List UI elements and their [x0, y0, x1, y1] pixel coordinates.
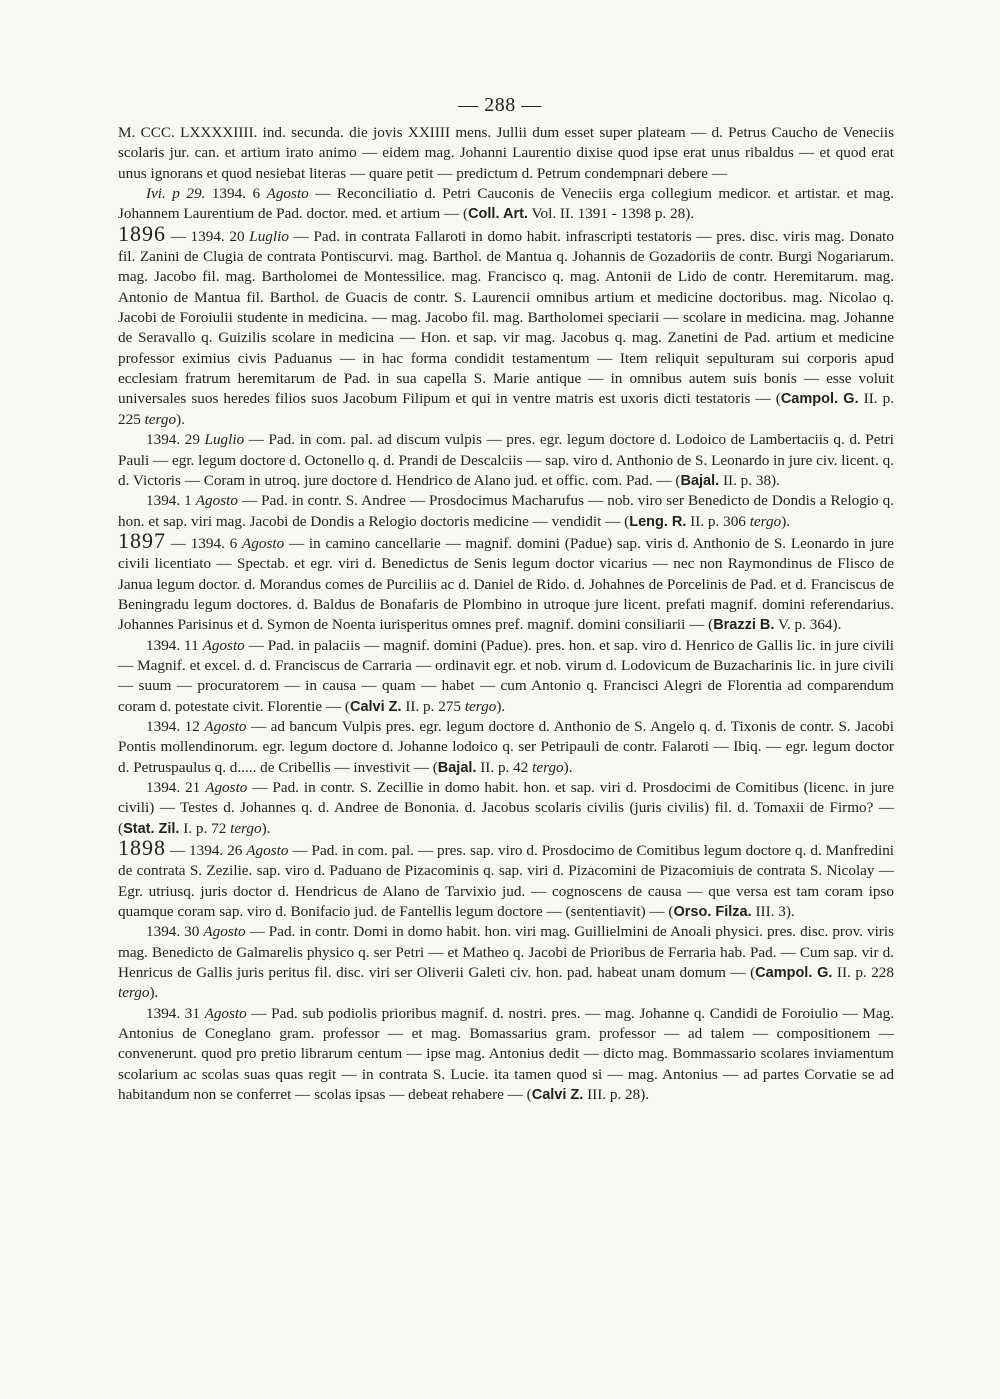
- italic-text: Agosto: [204, 717, 247, 735]
- paragraph-p7: [118, 636, 894, 717]
- text-run: ).: [496, 697, 506, 715]
- italic-text: Luglio: [204, 431, 245, 449]
- source-citation: Coll. Art.: [468, 206, 528, 223]
- text-run: — Pad. in contr. S. Zecillie in domo habit. hon. et sap. viri d. Prosdocimi de Comitibus (licenc. in jure civili) — Testes d. Johannes q. d. Andree de Bononia. d. Jacobus scolaris civilis (juris civilis) fil. d. Tomaxii de Firmo? — (: [118, 779, 894, 837]
- text-run: — in camino cancellarie — magnif. domini (Padue) sap. viris d. Anthonio de S. Leonardo in jure civili licentiato — Spectab. et egr. viri d. Benedictus de Senis legum doctor vicarius — nec non Raymondinus de Flisco de Janua legum doctor. d. Morandus comes de Purciliis ac d. Daniel de Rido. d. Johahnes de Porcelinis de Pad. et d. Franciscus de Beningradu legum doctores. d. Baldus de Bonafaris de Plombino in utroque jure licent. prefati magnif. domini referendarius. Johannes Parisinus et d. Symon de Noenta iurisperitus omnes pref. magnif. domini consiliarii — (: [118, 534, 894, 634]
- text-run: I. p. 72: [179, 819, 231, 837]
- page-number: — 288 —: [458, 94, 542, 116]
- paragraph-p5: [118, 491, 894, 532]
- text-run: — Pad. in com. pal. — pres. sap. viro d. Prosdocimo de Comitibus legum doctore q. d. Manfredini de contrata S. Zezilie. sap. viro d. Paduano de Pizacominis q. sap. viri d. Pizacomini de Pizacomiuis de contrata S. Nicolay — Egr. utriusq. juris doctor d. Hendricus de Alano de Tarvixio jud. — cognoscens de causa — que versa est tam coram ipso quamque coram sap. viro d. Bonifacio jud. de Fantellis legum doctore — (sententiavit) — (: [118, 842, 895, 921]
- source-citation: Campol. G.: [755, 965, 833, 982]
- italic-text: Luglio: [249, 227, 289, 245]
- italic-text: Agosto: [246, 842, 289, 860]
- text-run: — 1394. 6: [166, 534, 242, 552]
- text-run: 1394. 29: [146, 431, 205, 449]
- italic-text: Agosto: [203, 923, 246, 941]
- text-run: ).: [563, 758, 573, 776]
- italic-text: Agosto: [242, 534, 285, 552]
- paragraph-p8: [118, 717, 894, 778]
- paragraph-p1: [118, 123, 894, 184]
- source-citation: Calvi Z.: [349, 698, 402, 715]
- text-run: — Reconciliatio d. Petri Cauconis de Veneciis erga collegium medicor. et artistar. et mag. Johannem Laurentium de Pad. doctor. med. et artium — (: [118, 185, 895, 223]
- text-run: II. p. 42: [476, 758, 533, 776]
- text-run: 1394. 21: [146, 779, 206, 796]
- paragraph-p9: [118, 778, 894, 839]
- text-run: — Pad. in com. pal. ad discum vulpis — pres. egr. legum doctore d. Lodoico de Lambertaciis q. d. Petri Pauli — egr. legum doctore d. Octonello q. d. Prandi de Descalciis — sap. viro d. Anthonio de S. Leonardo in jure civ. licent. q. d. Victoris — Coram in utroq. jure doctore d. Hendrico de Alano jud. et offic. com. Pad. — (: [118, 431, 894, 489]
- italic-text: Agosto: [266, 185, 309, 203]
- text-run: III. 3).: [751, 903, 795, 921]
- text-run: ).: [261, 819, 271, 837]
- italic-text: Agosto: [205, 779, 248, 796]
- source-citation: Bajal.: [437, 759, 477, 776]
- italic-text: tergo: [749, 512, 782, 530]
- text-run: 1394. 6: [205, 185, 267, 203]
- text-run: 1394. 1: [146, 492, 196, 510]
- text-run: — 1394. 20: [166, 227, 250, 245]
- text-run: — 1394. 26: [166, 842, 247, 860]
- text-run: 1394. 11: [146, 636, 203, 654]
- text-run: II. p. 275: [401, 697, 465, 715]
- document-body: [118, 123, 894, 1106]
- text-run: ).: [149, 984, 159, 1002]
- text-run: ).: [781, 512, 791, 530]
- text-run: III. p. 28).: [583, 1086, 650, 1104]
- text-run: ).: [176, 410, 185, 428]
- paragraph-p10: [118, 835, 895, 922]
- paragraph-p3: [118, 220, 895, 430]
- paragraph-p4: [118, 430, 894, 491]
- italic-text: tergo: [144, 410, 177, 428]
- italic-text: tergo: [464, 697, 497, 715]
- text-run: II. p. 38).: [719, 471, 780, 489]
- italic-text: tergo: [230, 819, 262, 837]
- source-citation: Orso. Filza.: [673, 904, 752, 921]
- text-run: — Pad. sub podiolis prioribus magnif. d. nostri. pres. — mag. Johanne q. Candidi de Foroiulio — Mag. Antonius de Coneglano gram. professor — et mag. Bomassarius gram. professor — ad talem — compositionem — convenerunt. quod pro pretio librarum centum — ipse mag. Antonius dedit — dicto mag. Bommassario scolares inviamentum scolarium ac scolas suas quas regit — in contrata S. Lucie. ita tamen quod si — mag. Antonius — ad partes Corvatie se ad habitandum non se conferret — scolas ipsas — debeat rehabere — (: [118, 1004, 895, 1104]
- text-run: — Pad. in palaciis — magnif. domini (Padue). pres. hon. et sap. viro d. Henrico de Gallis lic. in jure civili — Magnif. et excel. d. d. Franciscus de Carraria — ordinavit egr. et nob. virum d. Lodovicum de Buzacharinis lic. in jure civili — suum — procuratorem — in causa — quam — habet — cum Antonio q. Francisci Alegri de Florentia ad comparendum coram d. potestate civit. Florentie — (: [118, 636, 894, 715]
- source-citation: Bajal.: [680, 472, 720, 489]
- paragraph-p2: [118, 184, 894, 225]
- source-citation: Leng. R.: [629, 513, 687, 530]
- text-run: — Pad. in contr. S. Andree — Prosdocimus Macharufus — nob. viro ser Benedicto de Dondis a Relogio q. hon. et sap. viri mag. Jacobi de Dondis a Relogio doctoris medicine — vendidit — (: [118, 492, 894, 530]
- paragraph-p12: [118, 1004, 894, 1106]
- text-run: 1394. 12: [146, 717, 205, 735]
- paragraph-p11: [118, 922, 894, 1003]
- text-run: — Pad. in contr. Domi in domo habit. hon. viri mag. Guillielmini de Anoali physici. pres. disc. prov. viris mag. Benedicto de Galmarelis physico q. ser Petri — et Matheo q. Jacobi de Prioribus de Ferraria hab. Pad. — Cum sap. vir d. Henricus de Gallis juris peritus fil. disc. viri ser Oliverii Galeti civ. hon. pad. habeat unam domum — (: [118, 923, 894, 982]
- source-citation: Brazzi B.: [713, 617, 775, 634]
- text-run: 1394. 31: [146, 1004, 205, 1022]
- paragraph-p6: [118, 527, 894, 636]
- text-run: M. CCC. LXXXXIIII. ind. secunda. die jovis XXIIII mens. Jullii dum esset super plateam — d. Petrus Caucho de Veneciis scolaris jur. can. et artium irato animo — eidem mag. Johanni Laurentio dixise quod ipse erat unus ribaldus — et quod erat unus ignorans et quod nesiebat literas — quare petit — predictum d. Petrum condempnari debere —: [118, 124, 894, 182]
- document-number: 1896: [118, 220, 166, 246]
- italic-text: Ivi. p 29.: [146, 185, 206, 203]
- text-run: — Pad. in contrata Fallaroti in domo habit. infrascripti testatoris — pres. disc. viris mag. Donato fil. Zanini de Clugia de contrata Pontiscurvi. mag. Barthol. de Mantua q. Johannis de Gozadoriis de contr. Burgi Nogariarum. mag. Jacobo fil. mag. Bartholomei de Montessilice. mag. Francisco q. mag. Antonii de Lido de contr. Heremitarum. mag. Antonio de Mantua fil. Barthol. de Guacis de contr. S. Laurencii omnibus artium et medicine doctoribus. mag. Nicolao q. Jacobi de Foroiulii studente in medicina. — mag. Jacobo fil. mag. Bartholomei speciarii — scolare in medicina. mag. Johanne de Seravallo q. Guizilis scolare in medicina — Hon. et sap. vir mag. Jacobus q. mag. Zanetini de Pad. artium et medicine professor eximius civis Paduanus — in hac forma condidit testamentum — Item reliquit sepulturam sui corporis apud ecclesiam fratrum heremitarum de Pad. in sua capella S. Marie antique — in omnibus autem suis bonis — esse voluit universales suos heredes filios suos Jacobum Filipum et qui in ventre matris est uxoris dicti testatoris — (: [118, 227, 894, 408]
- italic-text: Agosto: [202, 636, 245, 654]
- italic-text: tergo: [118, 984, 150, 1002]
- text-run: 1394. 30: [146, 923, 204, 941]
- italic-text: Agosto: [195, 492, 238, 510]
- text-run: II. p. 306: [686, 512, 750, 530]
- source-citation: Campol. G.: [780, 391, 859, 408]
- text-run: Vol. II. 1391 - 1398 p. 28).: [527, 205, 695, 223]
- document-number: 1898: [118, 835, 166, 861]
- text-run: V. p. 364).: [774, 616, 842, 634]
- text-run: II. p. 225: [118, 390, 895, 428]
- text-run: — ad bancum Vulpis pres. egr. legum doctore d. Anthonio de S. Angelo q. d. Tixonis de contr. S. Jacobi Pontis mollendinorum. egr. legum doctore d. Johanne lodoico q. ser Petripauli de contr. Falaroti — Ibiq. — egr. legum doctor d. Petruspaulus q. d..... de Cribellis — investivit — (: [118, 717, 894, 776]
- source-citation: Stat. Zil.: [123, 820, 180, 837]
- source-citation: Calvi Z.: [531, 1087, 584, 1104]
- document-number: 1897: [118, 527, 166, 553]
- italic-text: Agosto: [204, 1004, 247, 1022]
- text-run: II. p. 228: [832, 964, 894, 982]
- italic-text: tergo: [532, 758, 564, 776]
